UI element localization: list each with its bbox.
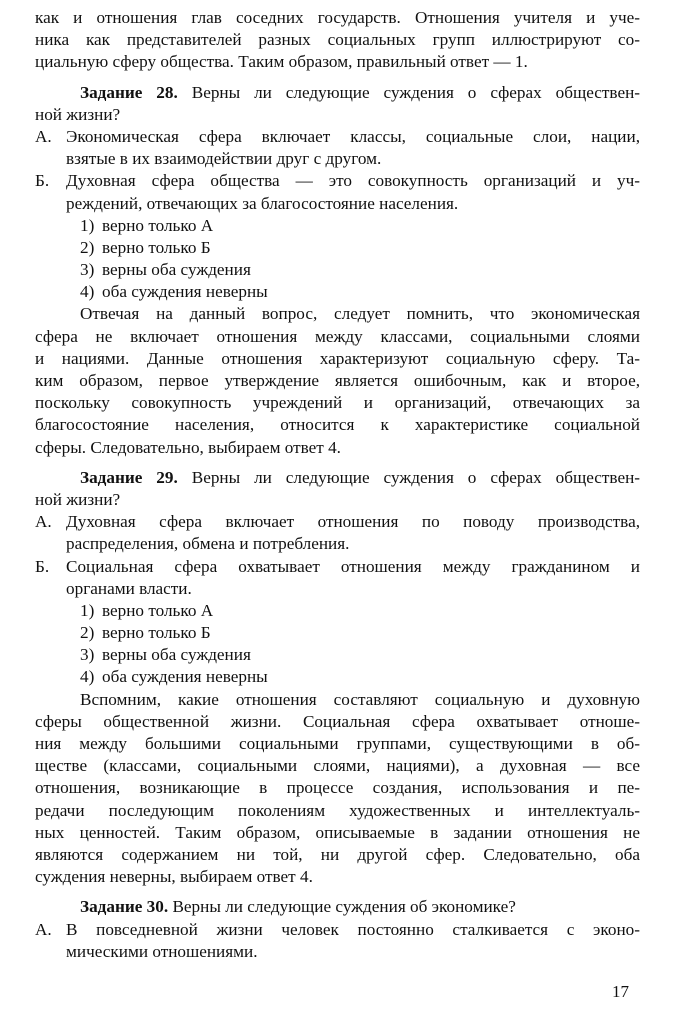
statement-text: органами власти. xyxy=(66,578,192,598)
statement-label: А. xyxy=(35,126,52,146)
answer-option xyxy=(35,237,640,259)
statement-text: реждений, отвечающих за благосостояние населения. xyxy=(66,193,459,213)
option-number: 1) xyxy=(80,600,95,620)
statement-b-line xyxy=(35,578,640,600)
statement-text: взятые в их взаимодействии друг с другом. xyxy=(66,149,382,169)
explanation-line: благосостояние населения, относится к характеристике социальной xyxy=(35,415,640,435)
option-number: 3) xyxy=(80,645,95,665)
task-heading xyxy=(35,82,640,104)
statement-label: Б. xyxy=(35,171,50,191)
option-text: оба суждения неверны xyxy=(102,282,268,302)
option-number: 4) xyxy=(80,282,95,302)
question-text: ной жизни? xyxy=(35,104,121,124)
answer-option xyxy=(35,622,640,644)
option-text: оба суждения неверны xyxy=(102,667,268,687)
statement-a-line xyxy=(35,511,640,533)
option-number: 4) xyxy=(80,667,95,687)
statement-text: распределения, обмена и потребления. xyxy=(66,534,350,554)
explanation-line: являются содержанием ни той, ни другой сфер. Следовательно, оба xyxy=(35,844,640,864)
explanation-line: сфера не включает отношения между классами, социальными слоями xyxy=(35,326,640,346)
explanation-line: сферы общественной жизни. Социальная сфера охватывает отноше- xyxy=(35,711,640,731)
option-number: 2) xyxy=(80,623,95,643)
option-text: верно только Б xyxy=(102,623,211,643)
statement-label: А. xyxy=(35,919,52,939)
paragraph-gap xyxy=(35,459,640,467)
text-line: как и отношения глав соседних государств. Отношения учителя и уче- xyxy=(35,8,640,27)
text-line: ника как представителей разных социальных групп иллюстрируют со- xyxy=(35,30,640,50)
document-page xyxy=(35,7,640,963)
answer-option xyxy=(35,666,640,688)
option-text: верно только Б xyxy=(102,237,211,257)
explanation-line: отношения, возникающие в процессе создания, использования и пе- xyxy=(35,778,640,798)
explanation-line: ществе (классами, социальными слоями, нациями), а духовная — все xyxy=(35,756,640,776)
task-title: Задание 30. xyxy=(80,897,169,917)
statement-text: Духовная сфера включает отношения по поводу производства, xyxy=(66,512,640,532)
task-title: Задание 29. xyxy=(80,467,178,487)
explanation-line: ким образом, первое утверждение является ошибочным, как и второе, xyxy=(35,371,640,390)
explanation-line: и нациями. Данные отношения характеризуют социальную сферу. Та- xyxy=(35,348,640,368)
statement-b-line xyxy=(35,170,640,192)
statement-text: Экономическая сфера включает классы, социальные слои, нации, xyxy=(66,126,640,146)
statement-label: А. xyxy=(35,512,52,532)
explanation-line: суждения неверны, выбираем ответ 4. xyxy=(35,867,313,887)
task-title: Задание 28. xyxy=(80,82,178,102)
statement-label xyxy=(35,533,66,555)
statement-a-line xyxy=(35,148,640,170)
option-number: 2) xyxy=(80,237,95,257)
option-text: верны оба суждения xyxy=(102,260,251,280)
answer-option xyxy=(35,259,640,281)
statement-text: мическими отношениями. xyxy=(66,941,258,961)
statement-a-line xyxy=(35,919,640,941)
statement-label xyxy=(35,941,66,963)
statement-a-line xyxy=(35,533,640,555)
answer-option xyxy=(35,281,640,303)
statement-text: Социальная сфера охватывает отношения между гражданином и xyxy=(66,556,640,576)
question-text: Верны ли следующие суждения о сферах обществен- xyxy=(191,82,640,102)
option-number: 1) xyxy=(80,215,95,235)
task-heading xyxy=(35,467,640,489)
explanation-line: сферы. Следовательно, выбираем ответ 4. xyxy=(35,437,341,457)
answer-option xyxy=(35,644,640,666)
page-number: 17 xyxy=(612,982,629,1001)
answer-option xyxy=(35,215,640,237)
statement-b-line xyxy=(35,556,640,578)
explanation-line: редачи последующим поколениям художественных и интеллектуаль- xyxy=(35,800,640,820)
text-line: циальную сферу общества. Таким образом, правильный ответ — 1. xyxy=(35,52,528,72)
explanation-line: ния между большими социальными группами, существующими в об- xyxy=(35,734,640,753)
task-heading xyxy=(35,896,640,918)
statement-label xyxy=(35,148,66,170)
statement-label xyxy=(35,578,66,600)
statement-label: Б. xyxy=(35,556,50,576)
option-text: верно только А xyxy=(102,600,214,620)
question-text: ной жизни? xyxy=(35,489,121,509)
explanation-line: поскольку совокупность учреждений и организаций, отвечающих за xyxy=(35,393,640,413)
statement-b-line xyxy=(35,193,640,215)
statement-a-line xyxy=(35,941,640,963)
question-text: Верны ли следующие суждения об экономике? xyxy=(172,897,516,917)
explanation-line: Отвечая на данный вопрос, следует помнить, что экономическая xyxy=(80,304,640,324)
paragraph-gap xyxy=(35,74,640,82)
paragraph-gap xyxy=(35,888,640,896)
question-text: Верны ли следующие суждения о сферах обществен- xyxy=(191,467,640,487)
option-text: верно только А xyxy=(102,215,214,235)
statement-text: В повседневной жизни человек постоянно сталкивается с эконо- xyxy=(66,919,640,939)
explanation-line: Вспомним, какие отношения составляют социальную и духовную xyxy=(80,689,640,709)
statement-label xyxy=(35,193,66,215)
option-number: 3) xyxy=(80,260,95,280)
option-text: верны оба суждения xyxy=(102,645,251,665)
explanation-line: ных ценностей. Таким образом, описываемые в задании отношения не xyxy=(35,822,640,842)
answer-option xyxy=(35,600,640,622)
statement-text: Духовная сфера общества — это совокупность организаций и уч- xyxy=(66,171,640,191)
statement-a-line xyxy=(35,126,640,148)
